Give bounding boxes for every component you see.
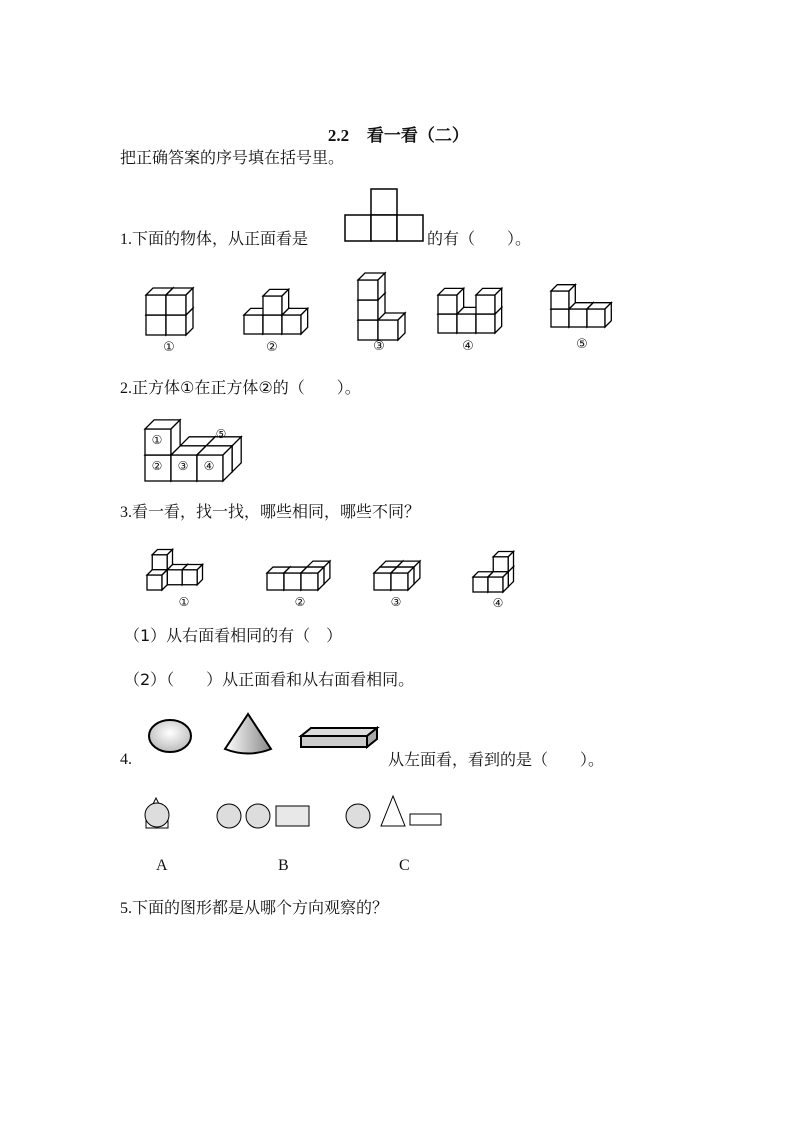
- option-a-figure: [145, 798, 169, 828]
- cube-face: [473, 577, 488, 592]
- q1-label-3: ③: [373, 339, 385, 354]
- q2-number: 2.: [120, 380, 132, 397]
- cube-face: [438, 314, 457, 333]
- option-c-figure: [346, 796, 441, 828]
- q1-figure-3: [357, 273, 417, 343]
- cube-face: [267, 573, 284, 590]
- cube-face: [301, 573, 318, 590]
- cube-face: [476, 295, 495, 314]
- cube-face: [263, 296, 282, 315]
- instruction: 把正确答案的序号填在括号里。: [120, 148, 345, 167]
- section-title: 看一看（二）: [366, 126, 469, 146]
- cube-face: [476, 314, 495, 333]
- cube-face: [358, 300, 378, 320]
- cube-face: [587, 309, 605, 327]
- q3-figure-1: [146, 543, 216, 593]
- cube-face: [244, 315, 263, 334]
- q1-label-2: ②: [266, 340, 278, 355]
- q3-label-3: ③: [390, 595, 402, 609]
- cube-face: [551, 291, 569, 309]
- cube-face: [493, 557, 508, 572]
- q1-text-before: 下面的物体，从正面看是: [132, 229, 309, 248]
- option-a-label: A: [156, 857, 168, 874]
- cube-face: [166, 315, 186, 335]
- q3-label-4: ④: [492, 596, 504, 610]
- q5-number: 5.: [120, 900, 132, 917]
- cube-face: [378, 320, 398, 340]
- cube-face: [282, 315, 301, 334]
- q5-text: 下面的图形都是从哪个方向观察的？: [132, 898, 389, 917]
- cube-face: [391, 573, 408, 590]
- cube-face: [263, 315, 282, 334]
- q4-solids: [145, 712, 375, 762]
- option-c-label: C: [399, 857, 410, 874]
- cube-face: [569, 309, 587, 327]
- cube-face: [358, 280, 378, 300]
- cube-face: [182, 570, 197, 585]
- cube-face: [457, 314, 476, 333]
- q2-text: 正方体①在正方体②的（ ）。: [132, 378, 361, 397]
- question-2: [120, 378, 361, 399]
- q2-label-2: ②: [151, 459, 163, 473]
- cube-face: [551, 309, 569, 327]
- q3-text: 看一看，找一找，哪些相同，哪些不同？: [132, 502, 421, 521]
- q2-label-1: ①: [151, 433, 163, 447]
- q2-label-3: ③: [177, 459, 189, 473]
- cube-face: [284, 573, 301, 590]
- question-5: [120, 898, 388, 919]
- cube-face: [152, 555, 167, 570]
- q1-label-5: ⑤: [576, 337, 588, 352]
- cube-face: [166, 295, 186, 315]
- q1-text-after: 的有（ ）。: [427, 229, 532, 248]
- cube-face: [147, 575, 162, 590]
- question-1: [120, 229, 308, 250]
- cube-face: [358, 320, 378, 340]
- cube-face: [146, 295, 166, 315]
- q1-label-1: ①: [163, 340, 175, 355]
- q3-number: 3.: [120, 504, 132, 521]
- q4-options-figures: [144, 796, 444, 836]
- q1-figure-1: [145, 286, 205, 346]
- section-number: 2.2: [327, 126, 350, 145]
- q1-figure-5: [550, 286, 620, 336]
- q3-subquestion-2: （2）（ ）从正面看和从右面看相同。: [124, 670, 415, 689]
- page-title: [316, 106, 469, 146]
- q3-figure-3: [373, 553, 433, 593]
- q3-subquestion-1: （1）从右面看相同的有（ ）: [124, 626, 343, 645]
- q2-label-5: ⑤: [215, 427, 227, 441]
- cube-face: [167, 570, 182, 585]
- q2-label-4: ④: [203, 459, 215, 473]
- option-b-figure: [217, 804, 309, 828]
- q3-label-1: ①: [178, 595, 190, 609]
- cuboid-shape: [301, 728, 377, 747]
- q1-number: 1.: [120, 231, 132, 248]
- q4-number: 4.: [120, 751, 132, 768]
- cube-face: [374, 573, 391, 590]
- question-3: [120, 502, 420, 523]
- cone-shape: [225, 714, 271, 754]
- cube-face: [438, 295, 457, 314]
- q4-text: 从左面看，看到的是（ ）。: [388, 750, 605, 769]
- q3-figure-2: [266, 553, 336, 593]
- option-b-label: B: [278, 857, 289, 874]
- cube-face: [146, 315, 166, 335]
- sphere-shape: [149, 720, 191, 752]
- q1-figure-4: [437, 286, 507, 336]
- q3-figure-4: [472, 545, 532, 595]
- cube-face: [488, 577, 503, 592]
- front-view-target-shape: [344, 188, 428, 244]
- q3-label-2: ②: [294, 595, 306, 609]
- q1-figure-2: [243, 290, 313, 340]
- q1-label-4: ④: [462, 339, 474, 354]
